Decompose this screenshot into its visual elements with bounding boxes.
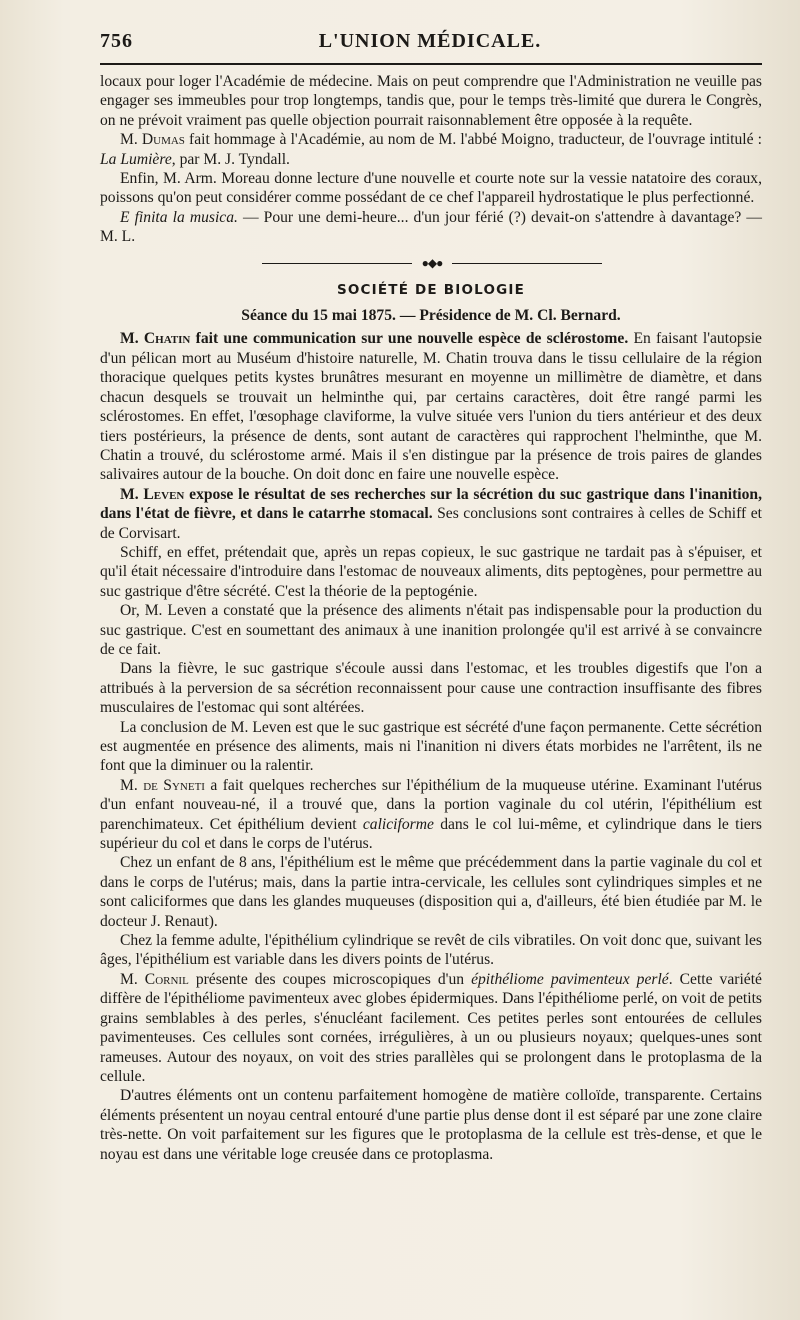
paragraph-or: Or, M. Leven a constaté que la présence des aliments n'était pas indispensable pour la production du suc gastrique. C'est en soumettant des animaux à une inanition prolongée qu'il est arrivé à se convaincre de ce fait.: [100, 602, 762, 658]
paragraph-intro-continuation: locaux pour loger l'Académie de médecine. Mais on peut comprendre que l'Administration ne veuille pas engager ses immeubles pour trop longtemps, tandis que, pour le temps très-limité que durera le Congrès, on ne prévoit vraiment pas quelle objection pourrait raisonnablement être opposée à la requête.: [100, 73, 762, 129]
paragraph-cornil: [100, 970, 762, 1086]
italic-phrase: E finita la musica.: [120, 208, 238, 226]
italic-term: caliciforme: [362, 815, 434, 833]
paragraph-text: En faisant l'autopsie d'un pélican mort au Muséum d'histoire naturelle, M. Chatin trouva dans le tissu cellulaire de la région thoracique quelques petits kystes brunâtres mesurant en moyenne un millimètre de diamètre, et dans chacun desquels se trouvait un helminthe qui, par certains caractères, doit être rangé parmi les sclérostomes. En effet, l'œsophage claviforme, la vulve située vers l'union du tiers antérieur et des deux tiers postérieurs, la présence de dents, sont autant de caractères qui rapprochent l'helminthe, que M. Chatin a trouvé, du sclérostome armé. Mais il s'en distingue par la présence de trois paires de glandes salivaires autour de la bouche. On doit donc en faire une nouvelle espèce.: [100, 330, 762, 484]
ornament-divider: [100, 253, 762, 275]
paragraph-fievre: Dans la fièvre, le suc gastrique s'écoule aussi dans l'estomac, et les troubles digestifs que l'on a attribués à la perversion de sa sécrétion reconnaissent pour cause une contraction insuffisante des fibres musculaires de l'estomac qui sont altérées.: [100, 660, 762, 717]
italic-term: épithéliome pavimenteux perlé: [471, 970, 669, 988]
person-name: M. Dumas: [120, 131, 185, 149]
ornament-line-right: [452, 263, 602, 264]
paragraph-chatin: [100, 329, 762, 484]
person-name: M. Leven: [120, 485, 185, 503]
paragraph-text: dans le col lui-même, et cylindrique dans le tiers supérieur du col et dans le corps de l'utérus.: [100, 815, 762, 853]
paragraph-text: , par M. J. Tyndall.: [171, 150, 290, 168]
paragraph-conclusion: La conclusion de M. Leven est que le suc gastrique est sécrété d'une façon permanente. Cette sécrétion est augmentée en présence des aliments, mais ni l'inanition ni divers états morbides ne l'arrêtent, ils ne font que la diminuer ou la ralentir.: [100, 718, 762, 775]
paragraph-adulte: Chez la femme adulte, l'épithélium cylindrique se revêt de cils vibratiles. On voit donc que, suivant les âges, l'épithélium est variable dans les divers points de l'utérus.: [100, 932, 762, 969]
page-header: [100, 30, 760, 60]
paragraph-text: — Pour une demi-heure... d'un jour férié (?) devait-on s'attendre à davantage? — M. L.: [100, 208, 762, 246]
paragraph-autres: D'autres éléments ont un contenu parfaitement homogène de matière colloïde, transparente. Certains éléments présentent un noyau central entouré d'une partie plus dense dont il est séparé par une zone claire très-nette. On voit parfaitement sur les figures que le protoplasma de la cellule est très-dense, et que le noyau est dans une véritable loge creusée dans ce protoplasma.: [100, 1087, 762, 1163]
paragraph-text: . Cette variété diffère de l'épithéliome pavimenteux avec globes épidermiques. Dans l'épithéliome perlé, on voit de petits grains semblables à des perles, s'énucléant facilement. Ces petites perles sont entourées de cellules pavimenteuses. Ces cellules sont cornées, irrégulières, à un ou plusieurs noyaux; quelques-unes sont rameuses. Autour des noyaux, on voit des stries parallèles qui se prolongent dans le protoplasma de la cellule.: [100, 970, 762, 1085]
seance-heading: Séance du 15 mai 1875. — Présidence de M. Cl. Bernard.: [241, 307, 621, 325]
paragraph-text: présente des coupes microscopiques d'un: [188, 970, 472, 988]
paragraph-closing: [100, 208, 762, 247]
paragraph-text: a fait quelques recherches sur l'épithélium de la muqueuse utérine. Examinant l'utérus d'un enfant nouveau-né, il a trouvé que, dans la portion vaginale du col utérin, l'épithélium est parenchimateux. Cet épithélium devient: [100, 776, 762, 833]
book-title: La Lumière: [100, 150, 172, 168]
section-title: SOCIÉTÉ DE BIOLOGIE: [336, 281, 526, 298]
paragraph-lead: expose le résultat de ses recherches sur la sécrétion du suc gastrique dans l'inanition, dans l'état de fièvre, et dans le catarrhe stomacal.: [100, 485, 763, 523]
paragraph-text: Ses conclusions sont contraires à celles de Schiff et de Corvisart.: [100, 505, 762, 542]
paragraph-text: fait hommage à l'Académie, au nom de M. l'abbé Moigno, traducteur, de l'ouvrage intitulé :: [184, 131, 762, 149]
page-body: [100, 72, 762, 1164]
header-rule: [100, 63, 762, 65]
paragraph-leven: [100, 485, 762, 543]
paragraph-schiff: Schiff, en effet, prétendait que, après un repas copieux, le suc gastrique ne tardait pas à s'épuiser, et qu'il était nécessaire d'introduire dans l'estomac de nouveaux aliments, dits peptogènes, pour permettre au suc gastrique d'être sécrété. C'est la théorie de la peptogénie.: [100, 543, 762, 600]
person-name: M. Chatin: [120, 330, 191, 348]
ornament-line-left: [262, 263, 412, 264]
paragraph-enfant: Chez un enfant de 8 ans, l'épithélium est le même que précédemment dans la partie vaginale du col et dans le corps de l'utérus; mais, dans la partie intra-cervicale, les cellules sont cylindriques simples et ne sont caliciformes que dans les glandes muqueuses (disposition qui a, d'ailleurs, été bien étudiée par M. le docteur J. Renaut).: [100, 854, 762, 930]
page-number: 756: [100, 30, 133, 52]
running-head: L'UNION MÉDICALE.: [318, 30, 542, 52]
paragraph-moreau: Enfin, M. Arm. Moreau donne lecture d'une nouvelle et courte note sur la vessie natatoire des coraux, poissons qu'on peut considérer comme possédant de ce chef l'appareil hydrostatique le plus perfectionné.: [100, 170, 762, 207]
person-name: M. de Syneti: [120, 776, 205, 794]
person-name: M. Cornil: [120, 970, 189, 988]
ornament-glyph: ●◆●: [421, 255, 443, 270]
paragraph-syneti: [100, 776, 762, 854]
paragraph-lead: fait une communication sur une nouvelle espèce de sclérostome.: [190, 330, 629, 348]
paragraph-dumas: [100, 130, 762, 169]
